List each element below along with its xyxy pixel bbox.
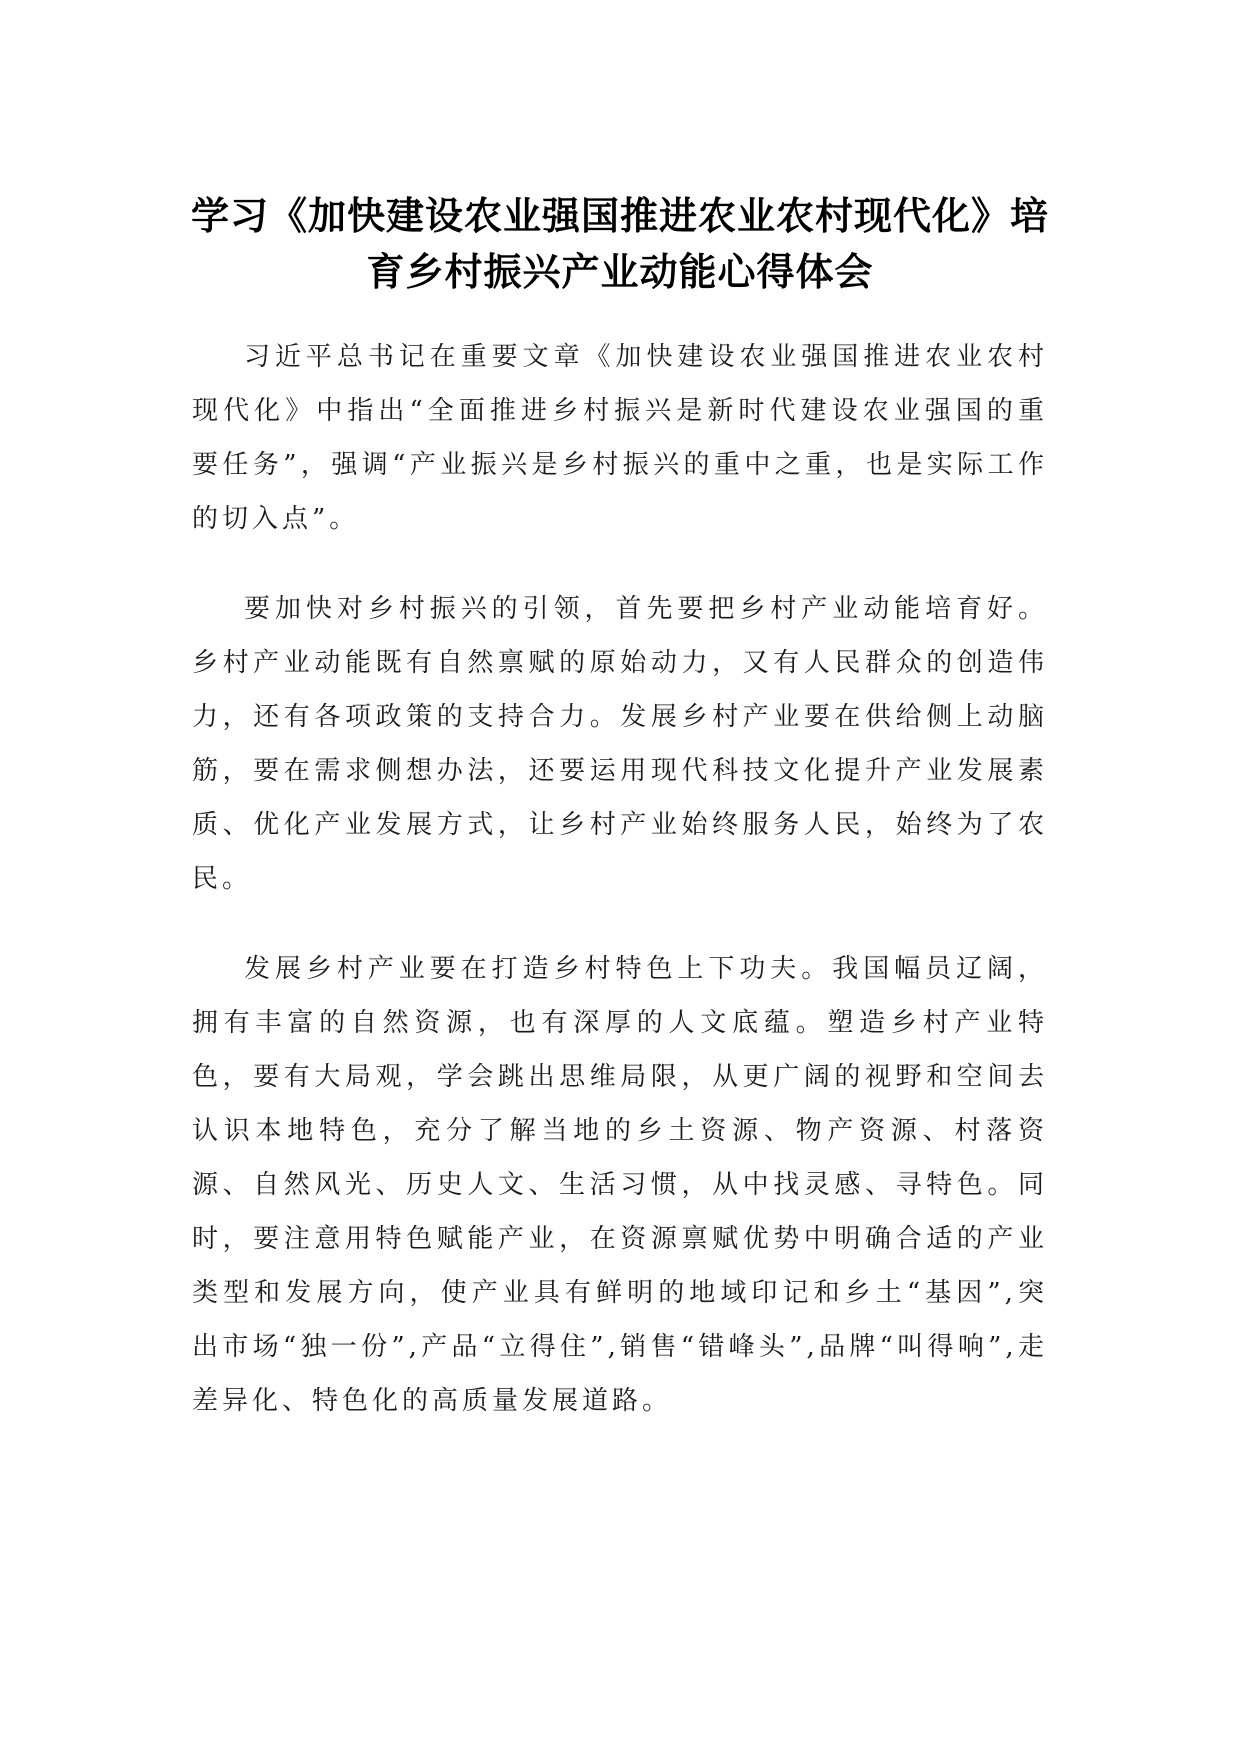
paragraph-2: 要加快对乡村振兴的引领，首先要把乡村产业动能培育好。乡村产业动能既有自然禀赋的原始动力，又有人民群众的创造伟力，还有各项政策的支持合力。发展乡村产业要在供给侧上动脑筋，要在需求侧想办法，还要运用现代科技文化提升产业发展素质、优化产业发展方式，让乡村产业始终服务人民，始终为了农民。 [192,594,1048,894]
document-body [192,330,1048,1464]
paragraph-3: 发展乡村产业要在打造乡村特色上下功夫。我国幅员辽阔，拥有丰富的自然资源，也有深厚的人文底蕴。塑造乡村产业特色，要有大局观，学会跳出思维局限，从更广阔的视野和空间去认识本地特色，充分了解当地的乡土资源、物产资源、村落资源、自然风光、历史人文、生活习惯，从中找灵感、寻特色。同时，要注意用特色赋能产业，在资源禀赋优势中明确合适的产业类型和发展方向，使产业具有鲜明的地域印记和乡土“基因”,突出市场“独一份”,产品“立得住”,销售“错峰头”,品牌“叫得响”,走差异化、特色化的高质量发展道路。 [192,954,1048,1416]
title-line-2: 育乡村振兴产业动能心得体会 [366,250,874,294]
paragraph-1: 习近平总书记在重要文章《加快建设农业强国推进农业农村现代化》中指出“全面推进乡村振兴是新时代建设农业强国的重要任务”，强调“产业振兴是乡村振兴的重中之重，也是实际工作的切入点”。 [192,342,1048,534]
document-title [170,188,1070,300]
title-line-1: 学习《加快建设农业强国推进农业农村现代化》培 [190,194,1049,238]
